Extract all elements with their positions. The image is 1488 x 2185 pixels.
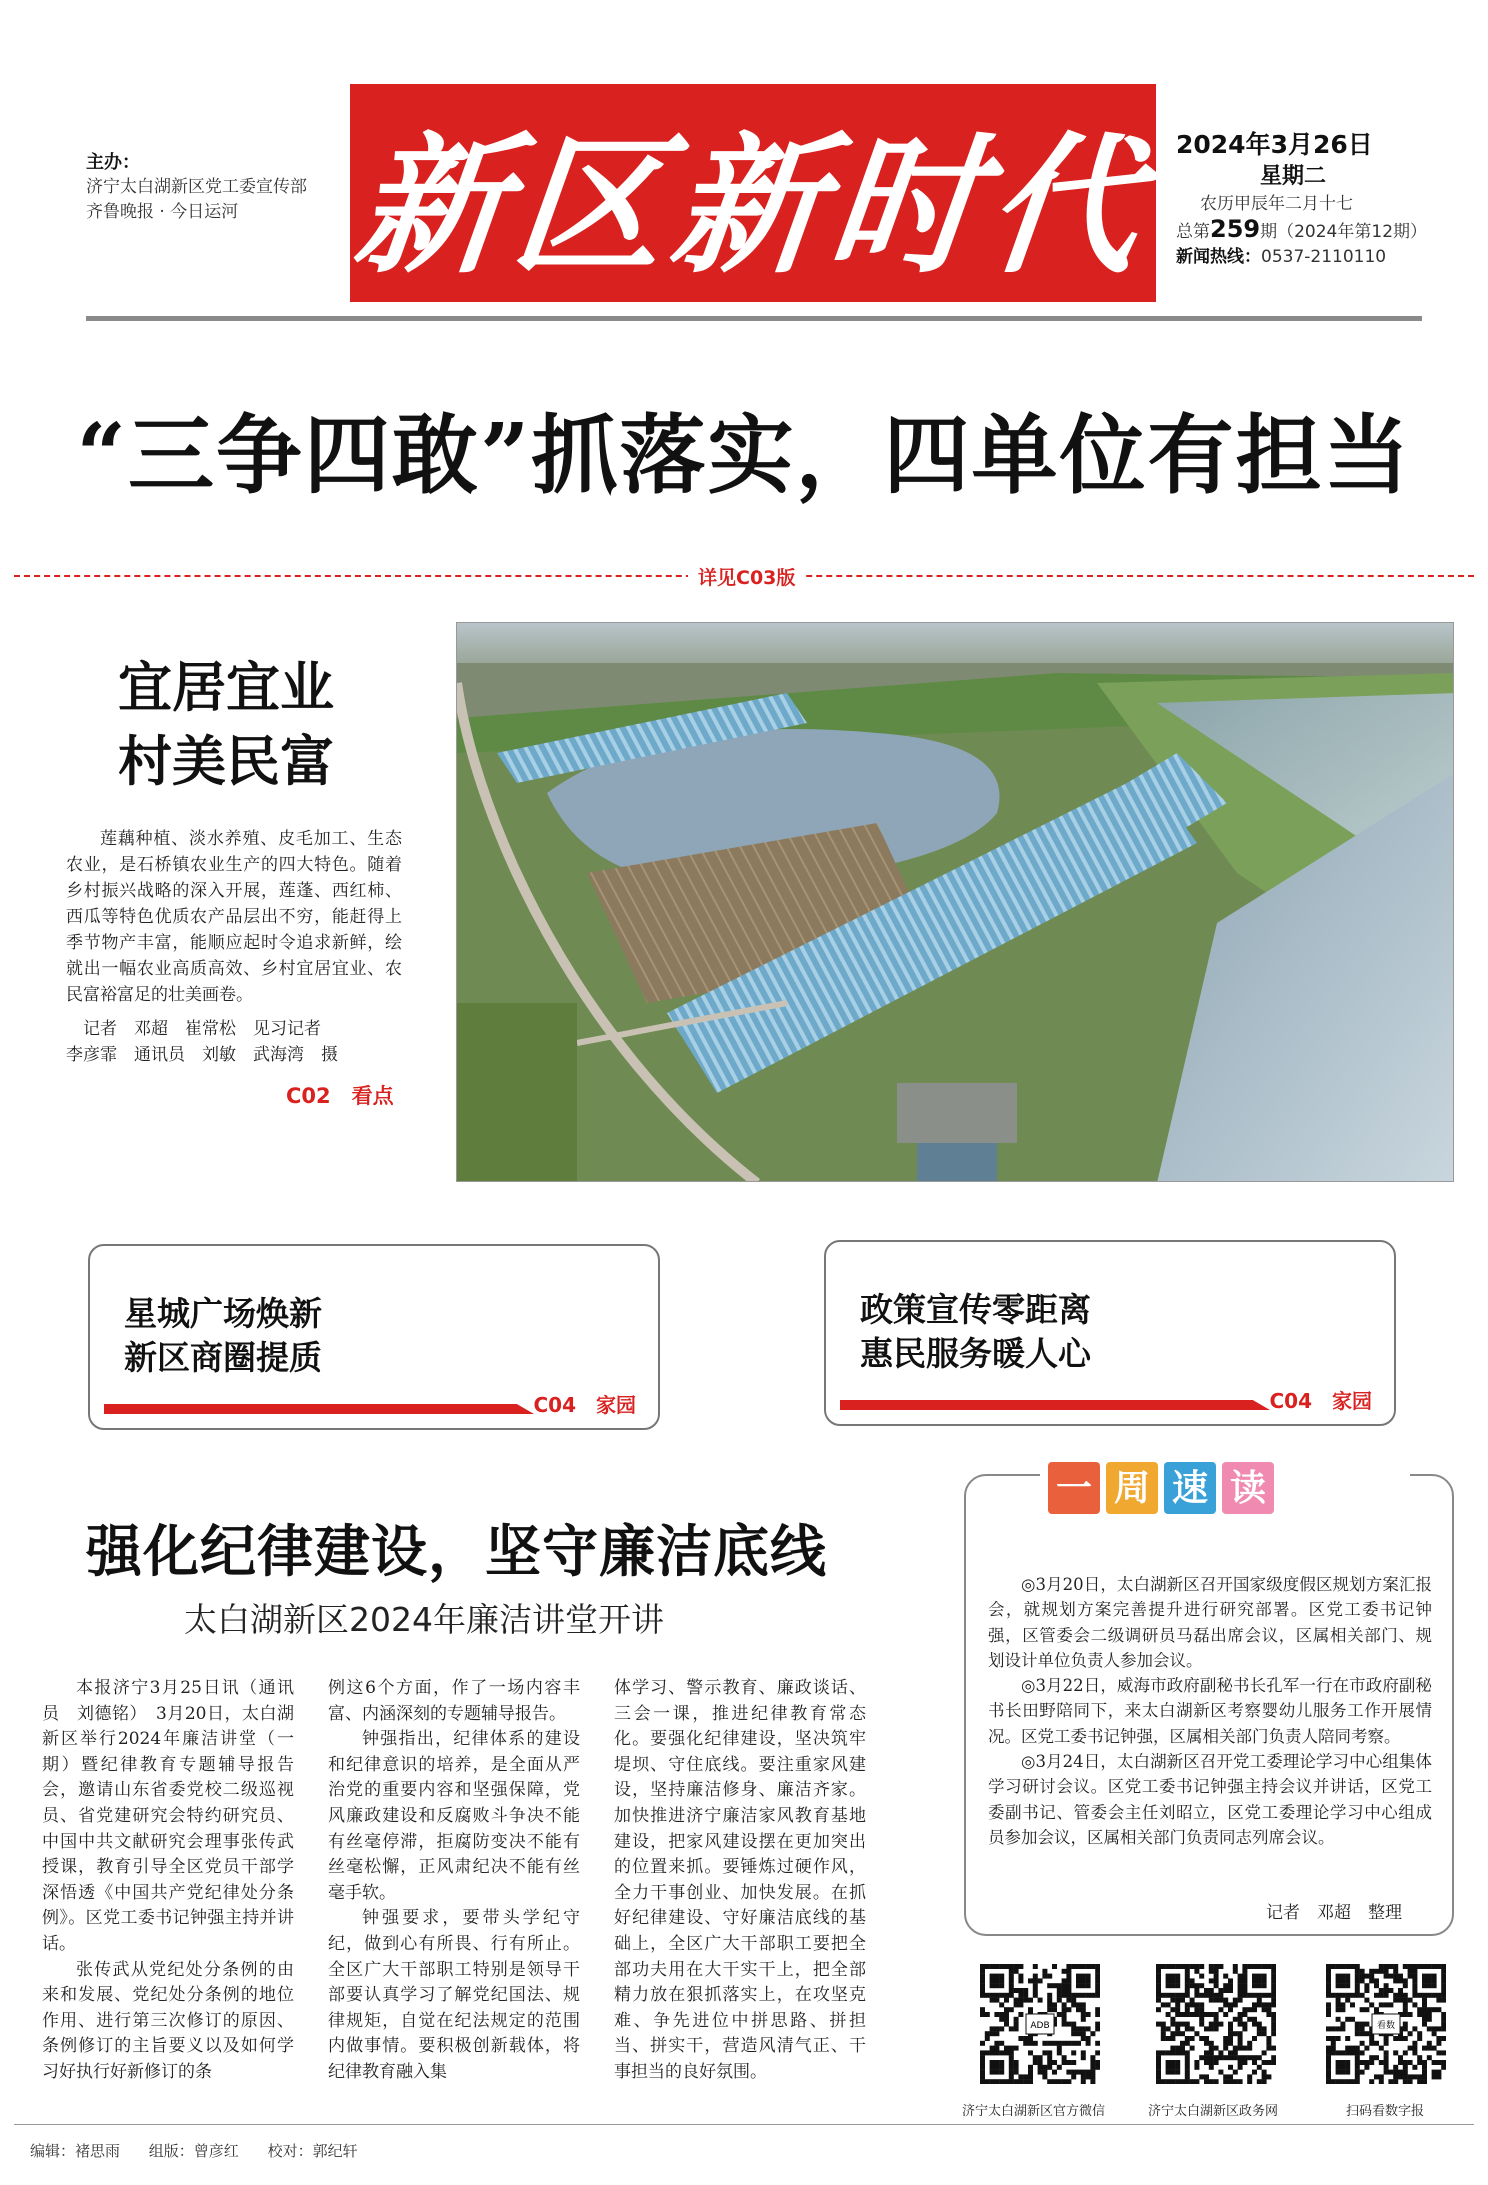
aerial-photo-illustration — [457, 623, 1454, 1182]
issue-number: 总第259期（2024年第12期） — [1176, 215, 1428, 243]
teaser-red-bar — [840, 1400, 1270, 1410]
teaser-red-bar — [104, 1404, 534, 1414]
issue-info — [1176, 128, 1436, 270]
weekly-char: 一 — [1048, 1462, 1100, 1514]
qr-label-gov-site: 济宁太白湖新区政务网 — [1148, 2104, 1279, 2119]
weekly-item: ◎3月22日，威海市政府副秘书长孔军一行在市政府副秘书长田野陪同下，来太白湖新区考察婴幼儿服务工作开展情况。区党工委书记钟强，区属相关部门负责人陪同考察。 — [988, 1676, 1432, 1746]
masthead-rule — [86, 316, 1422, 321]
issue-date: 2024年3月26日 — [1176, 130, 1373, 159]
teaser-star-city-plaza[interactable] — [88, 1244, 660, 1430]
feature-credit: 记者 邓超 崔常松 见习记者 李彦霏 通讯员 刘敏 武海湾 摄 — [66, 1019, 338, 1065]
masthead-logo — [347, 84, 1156, 302]
host-line-2: 齐鲁晚报 · 今日运河 — [86, 202, 239, 222]
weekly-char: 读 — [1222, 1462, 1274, 1514]
qr-center-label: ADB — [1030, 2021, 1050, 2031]
qr-code-gov-site[interactable] — [1156, 1964, 1276, 2084]
issue-weekday: 星期二 — [1260, 164, 1327, 189]
qr-pattern — [980, 1964, 1100, 2084]
article-title: 强化纪律建设，坚守廉洁底线 — [86, 1519, 827, 1585]
teaser-page-ref: C04 家园 — [533, 1393, 636, 1417]
teaser-policy-outreach[interactable] — [824, 1240, 1396, 1426]
weekly-char: 速 — [1164, 1462, 1216, 1514]
article-paragraph: 钟强要求，要带头学纪守纪，做到心有所畏、行有所止。全区广大干部职工特别是领导干部要认真学习了解党纪国法、规律规矩，自觉在纪法规定的范围内做事情。要积极创新载体，将纪律教育融入集 — [328, 1908, 580, 2082]
aerial-greenhouse-photo — [456, 622, 1454, 1182]
qr-code-digital-paper[interactable] — [1326, 1964, 1446, 2084]
article-column-3 — [614, 1676, 866, 2086]
weekly-char: 周 — [1106, 1462, 1158, 1514]
headline-page-ref: 详见C03版 — [688, 563, 805, 590]
news-hotline: 新闻热线：0537-2110110 — [1176, 247, 1387, 267]
lead-headline: “三争四敢”抓落实，四单位有担当 — [76, 405, 1412, 506]
weekly-item: ◎3月24日，太白湖新区召开党工委理论学习中心组集体学习研讨会议。区党工委书记钟强主持会议并讲话，区党工委副书记、管委会主任刘昭立，区党工委理论学习中心组成员参加会议，区属相关部门负责同志列席会议。 — [988, 1752, 1432, 1847]
article-paragraph: 张传武从党纪处分条例的由来和发展、党纪处分条例的地位作用、进行第三次修订的原因、条例修订的主旨要义以及如何学习好执行好新修订的条 — [42, 1959, 294, 2082]
feature-page-ref: C02 看点 — [286, 1084, 394, 1108]
qr-pattern — [1326, 1964, 1446, 2084]
article-column-1 — [42, 1676, 294, 2086]
footer-layout: 组版：曾彦红 — [148, 2142, 239, 2160]
article-paragraph: 体学习、警示教育、廉政谈话、三会一课，推进纪律教育常态化。要强化纪律建设，坚决筑牢堤坝、守住底线。要注重家风建设，坚持廉洁修身、廉洁齐家。加快推进济宁廉洁家风教育基地建设，把家风建设摆在更加突出的位置来抓。要锤炼过硬作风，全力干事创业、加快发展。在抓好纪律建设、守好廉洁底线的基础上，全区广大干部职工要把全部功夫用在大干实干上，把全部精力放在狠抓落实上，在攻坚克难、争先进位中拼思路、拼担当、拼实干，营造风清气正、干事担当的良好氛围。 — [614, 1678, 866, 2082]
host-line-1: 济宁太白湖新区党工委宣传部 — [86, 177, 307, 197]
qr-label-digital-paper: 扫码看数字报 — [1346, 2104, 1425, 2119]
article-paragraph: 钟强指出，纪律体系的建设和纪律意识的培养，是全面从严治党的重要内容和坚强保障，党风廉政建设和反腐败斗争决不能有丝毫停滞，拒腐防变决不能有丝毫松懈，正风肃纪决不能有丝毫手软。 — [328, 1729, 580, 1903]
weekly-read-body — [988, 1572, 1432, 1850]
article-column-2 — [328, 1676, 580, 2086]
feature-body: 莲藕种植、淡水养殖、皮毛加工、生态农业，是石桥镇农业生产的四大特色。随着乡村振兴战略的深入开展，莲蓬、西红柿、西瓜等特色优质农产品层出不穷，能赶得上季节物产丰富，能顺应起时令追求新鲜，绘就出一幅农业高质高效、乡村宜居宜业、农民富裕富足的壮美画卷。 — [66, 829, 402, 1005]
article-paragraph: 例这6个方面，作了一场内容丰富、内涵深刻的专题辅导报告。 — [328, 1678, 580, 1724]
article-subtitle: 太白湖新区2024年廉洁讲堂开讲 — [184, 1600, 664, 1639]
teaser-title: 星城广场焕新 新区商圈提质 — [124, 1294, 322, 1377]
feature-title: 宜居宜业 村美民富 — [118, 655, 334, 793]
qr-pattern — [1156, 1964, 1276, 2084]
qr-label-wechat: 济宁太白湖新区官方微信 — [962, 2104, 1106, 2119]
host-label: 主办： — [86, 152, 140, 173]
footer-editor: 编辑：褚思雨 — [30, 2142, 121, 2160]
host-info — [86, 150, 346, 225]
footer-credits — [30, 2140, 382, 2161]
footer-rule — [14, 2124, 1474, 2125]
teaser-title: 政策宣传零距离 惠民服务暖人心 — [860, 1290, 1091, 1373]
weekly-item: ◎3月20日，太白湖新区召开国家级度假区规划方案汇报会，就规划方案完善提升进行研究部署。区党工委书记钟强，区管委会二级调研员马磊出席会议，区属相关部门、规划设计单位负责人参加会议。 — [988, 1575, 1432, 1670]
qr-center-label: 看数 — [1376, 2021, 1396, 2031]
article-paragraph: 本报济宁3月25日讯（通讯员 刘德铭） 3月20日，太白湖新区举行2024年廉洁讲堂（一期）暨纪律教育专题辅导报告会，邀请山东省委党校二级巡视员、省党建研究会特约研究员、中国中共文献研究会理事张传武授课，教育引导全区党员干部学深悟透《中国共产党纪律处分条例》。区党工委书记钟强主持并讲话。 — [42, 1678, 294, 1954]
qr-code-wechat[interactable] — [980, 1964, 1100, 2084]
lunar-date: 农历甲辰年二月十七 — [1200, 194, 1353, 214]
footer-proof: 校对：郭纪轩 — [267, 2142, 358, 2160]
weekly-read-header — [1040, 1458, 1410, 1518]
weekly-credit: 记者 邓超 整理 — [1266, 1903, 1402, 1923]
masthead-title: 新区新时代 — [347, 118, 1156, 294]
teaser-page-ref: C04 家园 — [1269, 1389, 1372, 1413]
